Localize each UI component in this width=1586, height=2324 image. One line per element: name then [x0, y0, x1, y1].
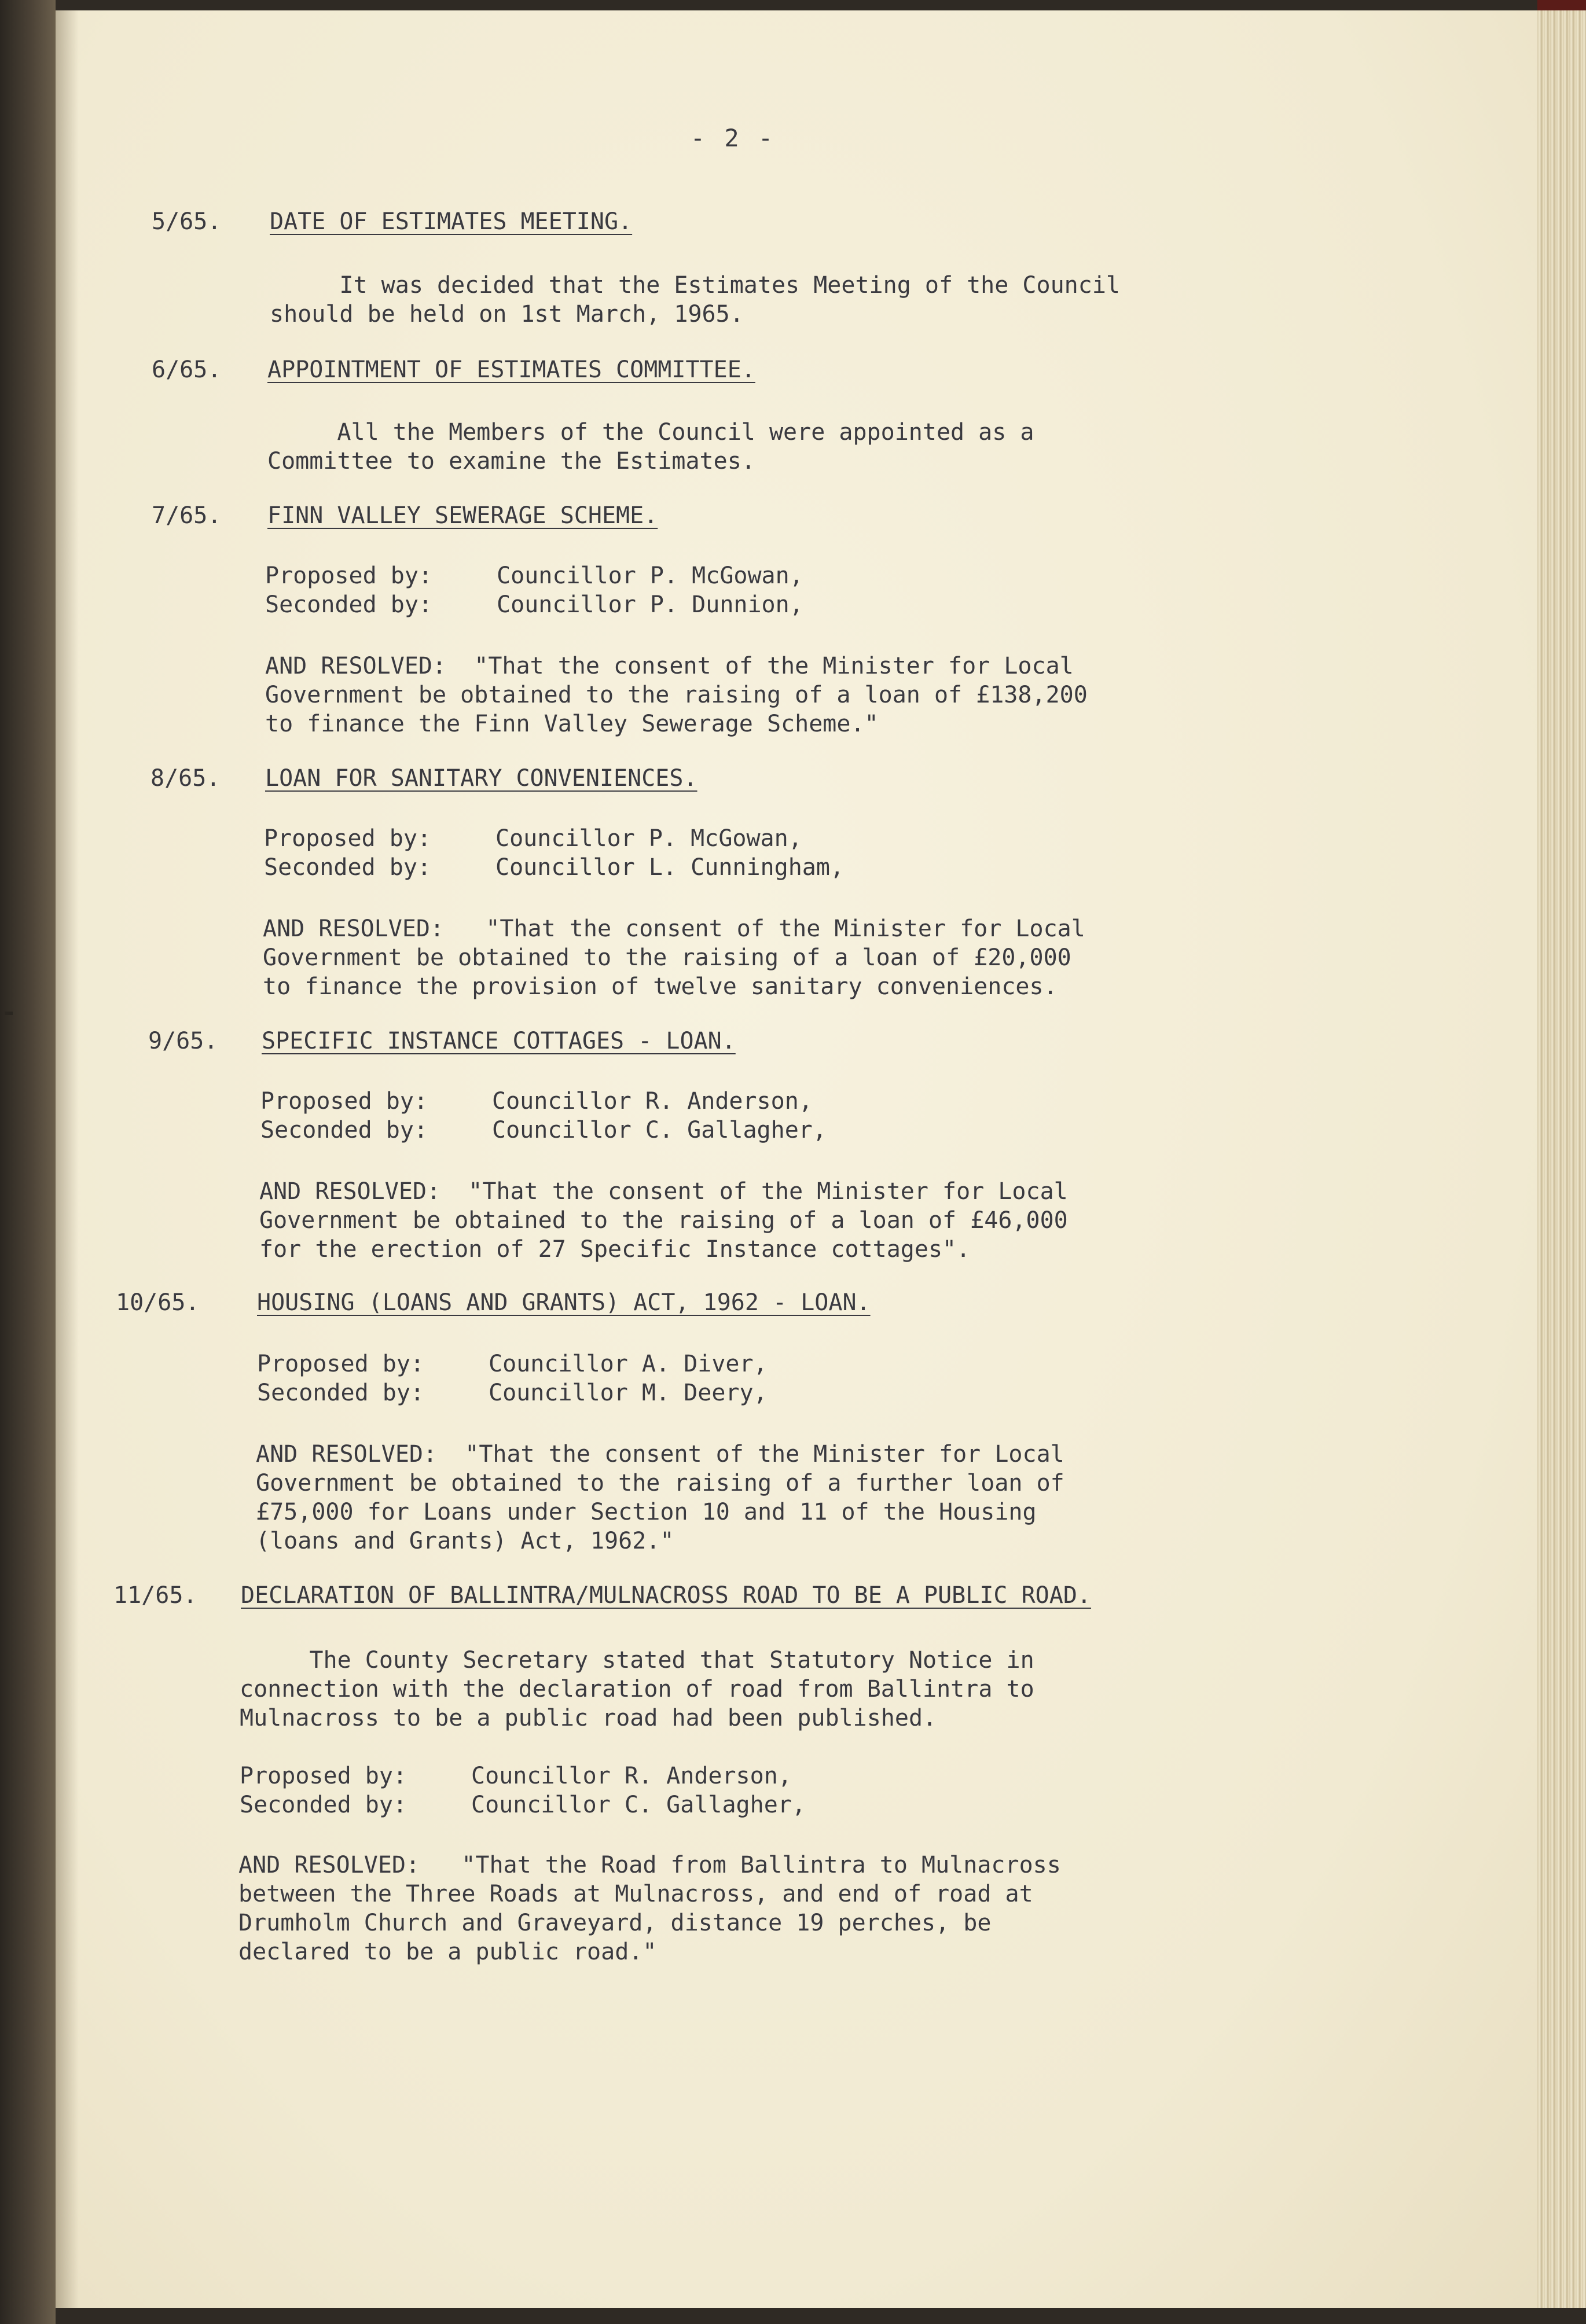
seconded-by-row: Seconded by: Councillor M. Deery,: [257, 1380, 768, 1406]
resolution-text: AND RESOLVED: "That the Road from Ballintra to Mulnacross between the Three Roads at Mulnacross, and end of road at Drumholm Church and Graveyard, distance 19 perches, be declared to be a public road.": [238, 1852, 1061, 1965]
document-page: [56, 10, 1537, 2308]
item-text: All the Members of the Council were appointed as a Committee to examine the Estimates.: [267, 419, 1034, 475]
item-heading: LOAN FOR SANITARY CONVENIENCES.: [265, 765, 697, 792]
page-edges: [1537, 10, 1586, 2308]
seconded-by-row: Seconded by: Councillor C. Gallagher,: [240, 1792, 806, 1818]
page-number: - 2 -: [690, 124, 776, 152]
resolution-text: AND RESOLVED: "That the consent of the Minister for Local Government be obtained to the raising of a loan of £138,200 to finance the Finn Valley Sewerage Scheme.": [265, 653, 1088, 737]
item-text: It was decided that the Estimates Meeting of the Council should be held on 1st March, 1965.: [270, 272, 1121, 328]
item-number: 9/65.: [148, 1028, 218, 1054]
proposed-by-row: Proposed by: Councillor R. Anderson,: [240, 1763, 792, 1789]
proposed-by-row: Proposed by: Councillor P. McGowan,: [264, 825, 802, 852]
item-heading: DECLARATION OF BALLINTRA/MULNACROSS ROAD TO BE A PUBLIC ROAD.: [241, 1582, 1092, 1609]
item-heading: APPOINTMENT OF ESTIMATES COMMITTEE.: [267, 356, 755, 383]
proposed-by-row: Proposed by: Councillor A. Diver,: [257, 1351, 768, 1377]
item-text: The County Secretary stated that Statutory Notice in connection with the declaration of road from Ballintra to Mulnacross to be a public road had been published.: [240, 1647, 1034, 1731]
item-heading: SPECIFIC INSTANCE COTTAGES - LOAN.: [262, 1028, 736, 1054]
resolution-text: AND RESOLVED: "That the consent of the Minister for Local Government be obtained to the raising of a loan of £46,000 for the erection of 27 Specific Instance cottages".: [259, 1178, 1068, 1263]
item-number: 7/65.: [152, 502, 222, 529]
proposed-by-row: Proposed by: Councillor R. Anderson,: [260, 1088, 813, 1115]
item-heading: DATE OF ESTIMATES MEETING.: [270, 208, 633, 235]
book-binding: [0, 0, 56, 2324]
seconded-by-row: Seconded by: Councillor C. Gallagher,: [260, 1117, 827, 1143]
page-gutter-shadow: [56, 10, 79, 2308]
item-number: 11/65.: [113, 1582, 197, 1609]
margin-mark: [5, 1012, 13, 1015]
item-number: 8/65.: [150, 765, 221, 792]
seconded-by-row: Seconded by: Councillor P. Dunnion,: [265, 591, 803, 618]
item-number: 6/65.: [152, 356, 222, 383]
item-heading: FINN VALLEY SEWERAGE SCHEME.: [267, 502, 658, 529]
seconded-by-row: Seconded by: Councillor L. Cunningham,: [264, 854, 845, 881]
item-number: 10/65.: [116, 1289, 200, 1316]
item-heading: HOUSING (LOANS AND GRANTS) ACT, 1962 - LOAN.: [257, 1289, 871, 1316]
item-number: 5/65.: [152, 208, 222, 235]
proposed-by-row: Proposed by: Councillor P. McGowan,: [265, 562, 803, 589]
resolution-text: AND RESOLVED: "That the consent of the Minister for Local Government be obtained to the raising of a further loan of £75,000 for Loans under Section 10 and 11 of the Housing (loans and Grants) Act, 1962.": [256, 1441, 1064, 1554]
resolution-text: AND RESOLVED: "That the consent of the Minister for Local Government be obtained to the raising of a loan of £20,000 to finance the provision of twelve sanitary conveniences.: [263, 915, 1085, 1000]
